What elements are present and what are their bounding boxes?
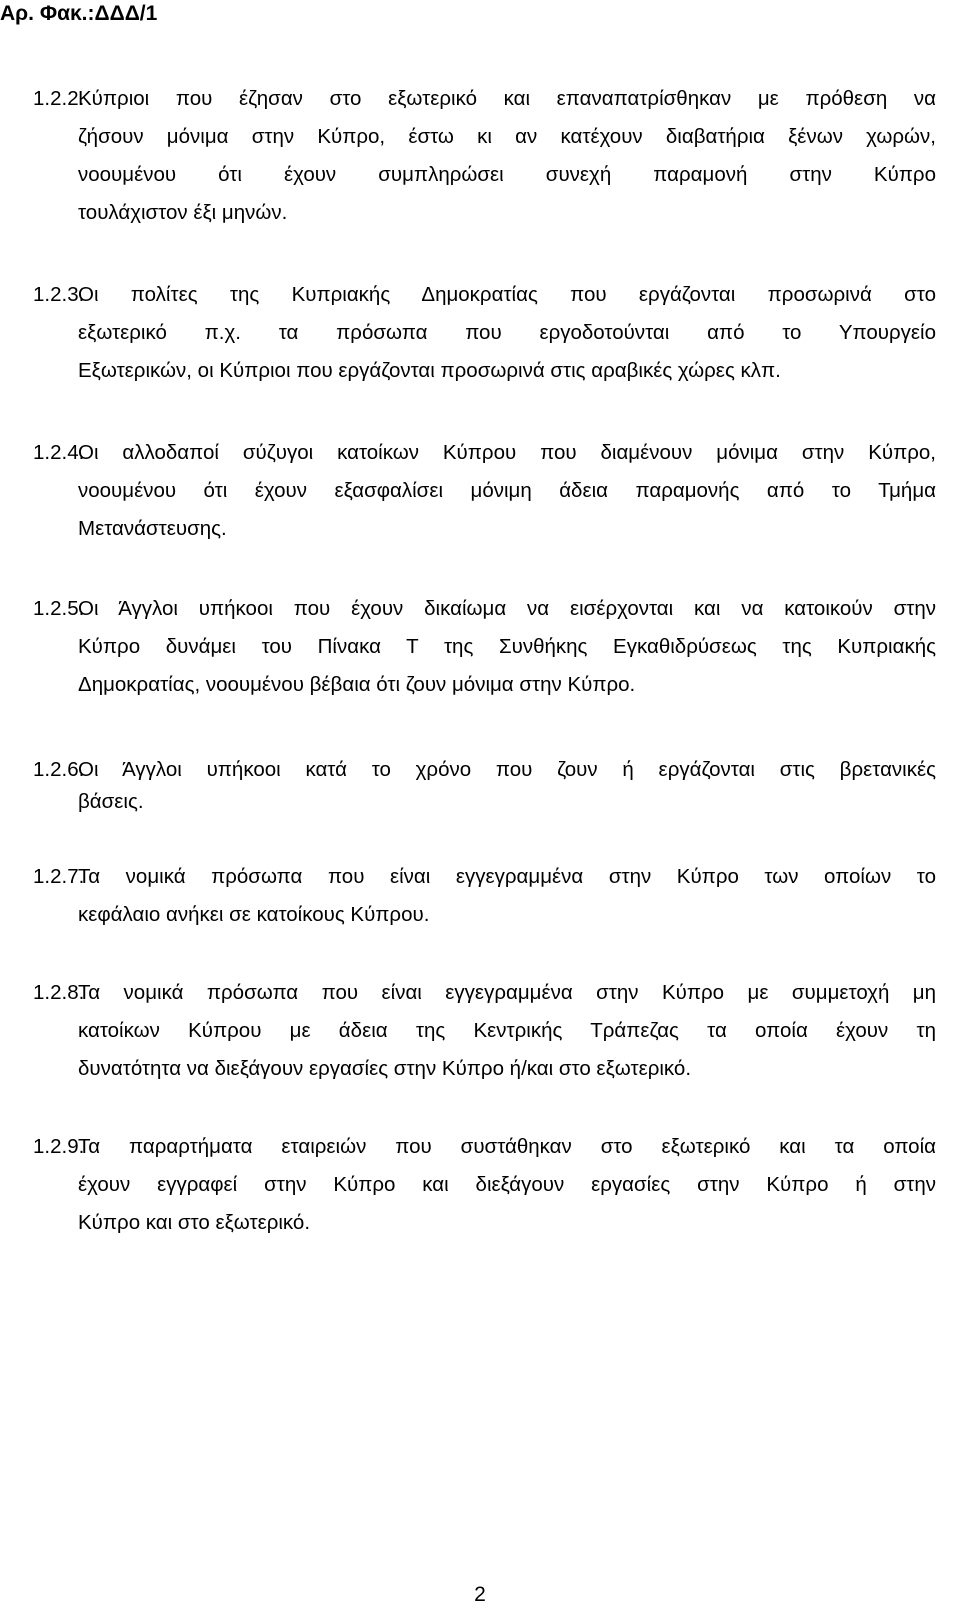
item-line: 1.2.4.Οι αλλοδαποί σύζυγοι κατοίκων Κύπρου που διαμένουν μόνιμα στην Κύπρο, [33, 434, 936, 472]
item-number: 1.2.8. [33, 981, 85, 1004]
list-item-1-2-3 [33, 276, 936, 390]
item-number: 1.2.3. [33, 283, 85, 306]
file-reference: Αρ. Φακ.:ΔΔΔ/1 [0, 2, 158, 25]
item-number: 1.2.9. [33, 1135, 85, 1158]
item-line: 1.2.2.Κύπριοι που έζησαν στο εξωτερικό και επαναπατρίσθηκαν με πρόθεση να [33, 80, 936, 118]
item-line: ζήσουν μόνιμα στην Κύπρο, έστω κι αν κατέχουν διαβατήρια ξένων χωρών, [78, 125, 936, 148]
item-line: έχουν εγγραφεί στην Κύπρο και διεξάγουν εργασίες στην Κύπρο ή στην [78, 1173, 936, 1196]
list-item-1-2-9 [33, 1128, 936, 1242]
page-number: 2 [474, 1583, 486, 1606]
item-number: 1.2.6. [33, 758, 85, 781]
item-line: Εξωτερικών, οι Κύπριοι που εργάζονται προσωρινά στις αραβικές χώρες κλπ. [78, 359, 781, 382]
item-line: βάσεις. [78, 790, 144, 813]
item-number: 1.2.2. [33, 87, 85, 110]
item-line: 1.2.5.Οι Άγγλοι υπήκοοι που έχουν δικαίωμα να εισέρχονται και να κατοικούν στην [33, 590, 936, 628]
item-line: 1.2.8.Τα νομικά πρόσωπα που είναι εγγεγραμμένα στην Κύπρο με συμμετοχή μη [33, 974, 936, 1012]
list-item-1-2-4 [33, 434, 936, 548]
list-item-1-2-5 [33, 590, 936, 704]
item-line: 1.2.3.Οι πολίτες της Κυπριακής Δημοκρατίας που εργάζονται προσωρινά στο [33, 276, 936, 314]
item-line: νοουμένου ότι έχουν συμπληρώσει συνεχή παραμονή στην Κύπρο [78, 163, 936, 186]
item-line: εξωτερικό π.χ. τα πρόσωπα που εργοδοτούνται από το Υπουργείο [78, 321, 936, 344]
item-line: 1.2.9.Τα παραρτήματα εταιρειών που συστάθηκαν στο εξωτερικό και τα οποία [33, 1128, 936, 1166]
item-line: Κύπρο και στο εξωτερικό. [78, 1211, 311, 1234]
item-number: 1.2.4. [33, 441, 85, 464]
list-item-1-2-6 [33, 754, 936, 818]
item-line: 1.2.7.Τα νομικά πρόσωπα που είναι εγγεγραμμένα στην Κύπρο των οποίων το [33, 858, 936, 896]
list-item-1-2-2 [33, 80, 936, 232]
list-item-1-2-8 [33, 974, 936, 1088]
item-line: δυνατότητα να διεξάγουν εργασίες στην Κύπρο ή/και στο εξωτερικό. [78, 1057, 692, 1080]
item-number: 1.2.7. [33, 865, 85, 888]
item-line: κατοίκων Κύπρου με άδεια της Κεντρικής Τράπεζας τα οποία έχουν τη [78, 1019, 936, 1042]
list-item-1-2-7 [33, 858, 936, 934]
item-line: Κύπρο δυνάμει του Πίνακα Τ της Συνθήκης Εγκαθιδρύσεως της Κυπριακής [78, 635, 936, 658]
item-number: 1.2.5. [33, 597, 85, 620]
item-line: Δημοκρατίας, νοουμένου βέβαια ότι ζουν μόνιμα στην Κύπρο. [78, 673, 636, 696]
item-line: τουλάχιστον έξι μηνών. [78, 201, 288, 224]
item-line: νοουμένου ότι έχουν εξασφαλίσει μόνιμη άδεια παραμονής από το Τμήμα [78, 479, 936, 502]
item-line: Μετανάστευσης. [78, 517, 227, 540]
item-line: κεφάλαιο ανήκει σε κατοίκους Κύπρου. [78, 903, 430, 926]
item-line: 1.2.6.Οι Άγγλοι υπήκοοι κατά το χρόνο που ζουν ή εργάζονται στις βρετανικές [33, 754, 936, 786]
